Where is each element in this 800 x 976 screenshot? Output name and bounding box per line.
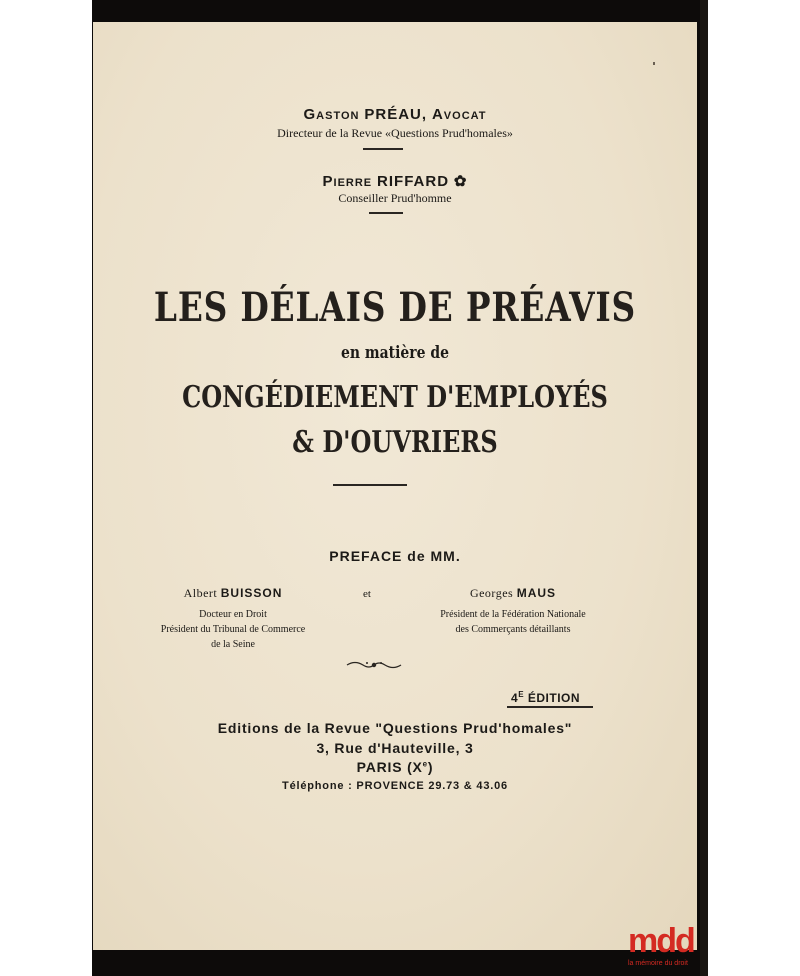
edition-label: $4^E$ ÉDITION: [511, 690, 581, 705]
right-first-name: Georges: [469, 586, 514, 600]
edition-underline: [507, 706, 593, 708]
preface-heading: PREFACE de MM.: [329, 548, 461, 564]
decoration-mark-icon: ✿: [453, 173, 468, 190]
watermark-logo: [628, 924, 706, 972]
publisher-line1: Editions de la Revue "Questions Prud'homales": [217, 720, 573, 736]
author2-last-name: RIFFARD: [377, 173, 450, 190]
page-speck: [653, 62, 655, 65]
author-gaston-preau: [93, 106, 697, 123]
logo-tagline: la mémoire du droit: [628, 960, 688, 967]
publisher-address: 3, Rue d'Hauteville, 3: [316, 740, 474, 756]
ornament-icon: [345, 658, 403, 672]
divider-rule: [363, 148, 403, 150]
author1-first-initial: G: [303, 106, 317, 123]
right-line1: Président de la Fédération Nationale: [440, 609, 586, 620]
conjunction: et: [363, 588, 371, 600]
title-connector: en matière de: [341, 343, 449, 363]
preface-author-left: [133, 586, 333, 652]
author2-role: Conseiller Prud'homme: [338, 191, 452, 205]
left-line1: Docteur en Droit: [199, 609, 267, 620]
title-line-3: & D'OUVRIERS: [292, 425, 498, 460]
author2-first-name: IERRE: [333, 177, 373, 189]
title-line-2: CONGÉDIEMENT D'EMPLOYÉS: [182, 380, 608, 415]
author1-last-name: PRÉAU,: [364, 106, 428, 123]
preface-author-right: [413, 586, 613, 637]
publisher-phone: Téléphone : PROVENCE 29.73 & 43.06: [282, 780, 508, 792]
right-line2: des Commerçants détaillants: [455, 624, 571, 635]
left-first-name: Albert: [183, 586, 218, 600]
logo-text: mdd: [628, 922, 694, 960]
book-title: LES DÉLAIS DE PRÉAVIS: [153, 284, 637, 331]
left-line3: de la Seine: [211, 639, 255, 650]
title-page: [93, 22, 697, 950]
author1-title-initial: A: [431, 106, 444, 123]
author1-title: VOCAT: [443, 110, 487, 122]
divider-rule: [333, 484, 407, 486]
publisher-city: PARIS (Xe): [356, 759, 434, 775]
left-line2: Président du Tribunal de Commerce: [160, 624, 306, 635]
author-pierre-riffard: PIERRE RIFFARD ✿: [322, 173, 468, 190]
right-last-name: MAUS: [516, 586, 557, 600]
book-edge: [700, 0, 708, 976]
author1-role: Directeur de la Revue «Questions Prud'homales»: [277, 126, 513, 140]
divider-rule: [369, 212, 403, 214]
left-last-name: BUISSON: [220, 586, 283, 600]
author1-first-name: ASTON: [316, 110, 360, 122]
